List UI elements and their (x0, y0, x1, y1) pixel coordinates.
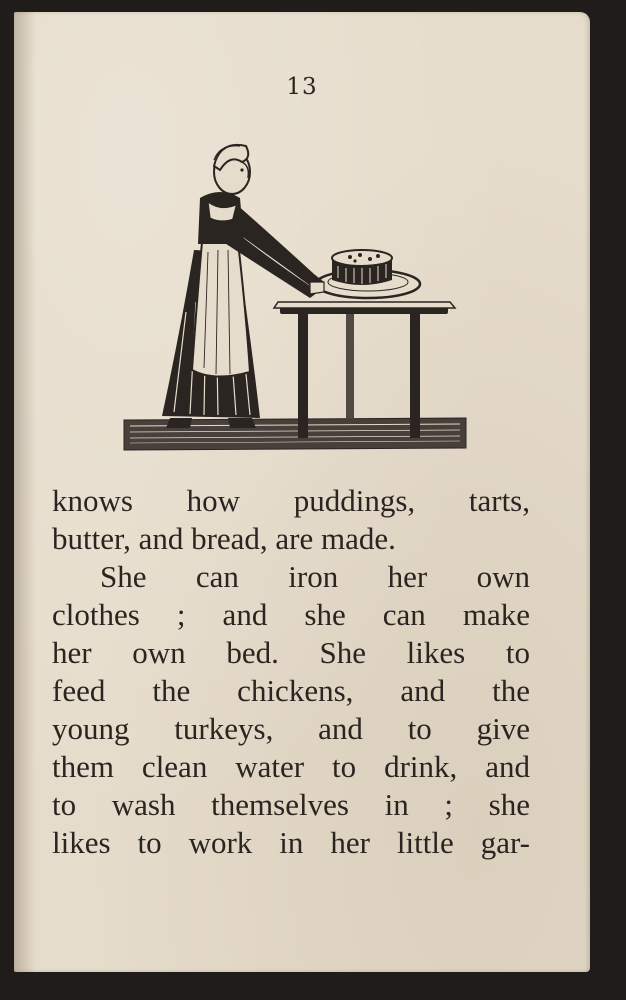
text-line: feed the chickens, and the (52, 673, 530, 708)
text-line: knows how puddings, tarts, (52, 483, 530, 518)
text-line: them clean water to drink, and (52, 749, 530, 784)
page-gutter-shadow (14, 12, 36, 972)
text-line: her own bed. She likes to (52, 635, 530, 670)
text-line: young turkeys, and to give (52, 711, 530, 746)
page-number: 13 (286, 74, 318, 100)
text-line: to wash themselves in ; she (52, 787, 530, 822)
book-page (14, 12, 590, 972)
text-line: likes to work in her little gar- (52, 825, 530, 860)
woodcut-woman-with-cake-icon (110, 132, 470, 452)
text-line: clothes ; and she can make (52, 597, 530, 632)
text-line: butter, and bread, are made. (52, 521, 396, 556)
text-line: She can iron her own (100, 559, 530, 594)
body-text (52, 482, 530, 862)
